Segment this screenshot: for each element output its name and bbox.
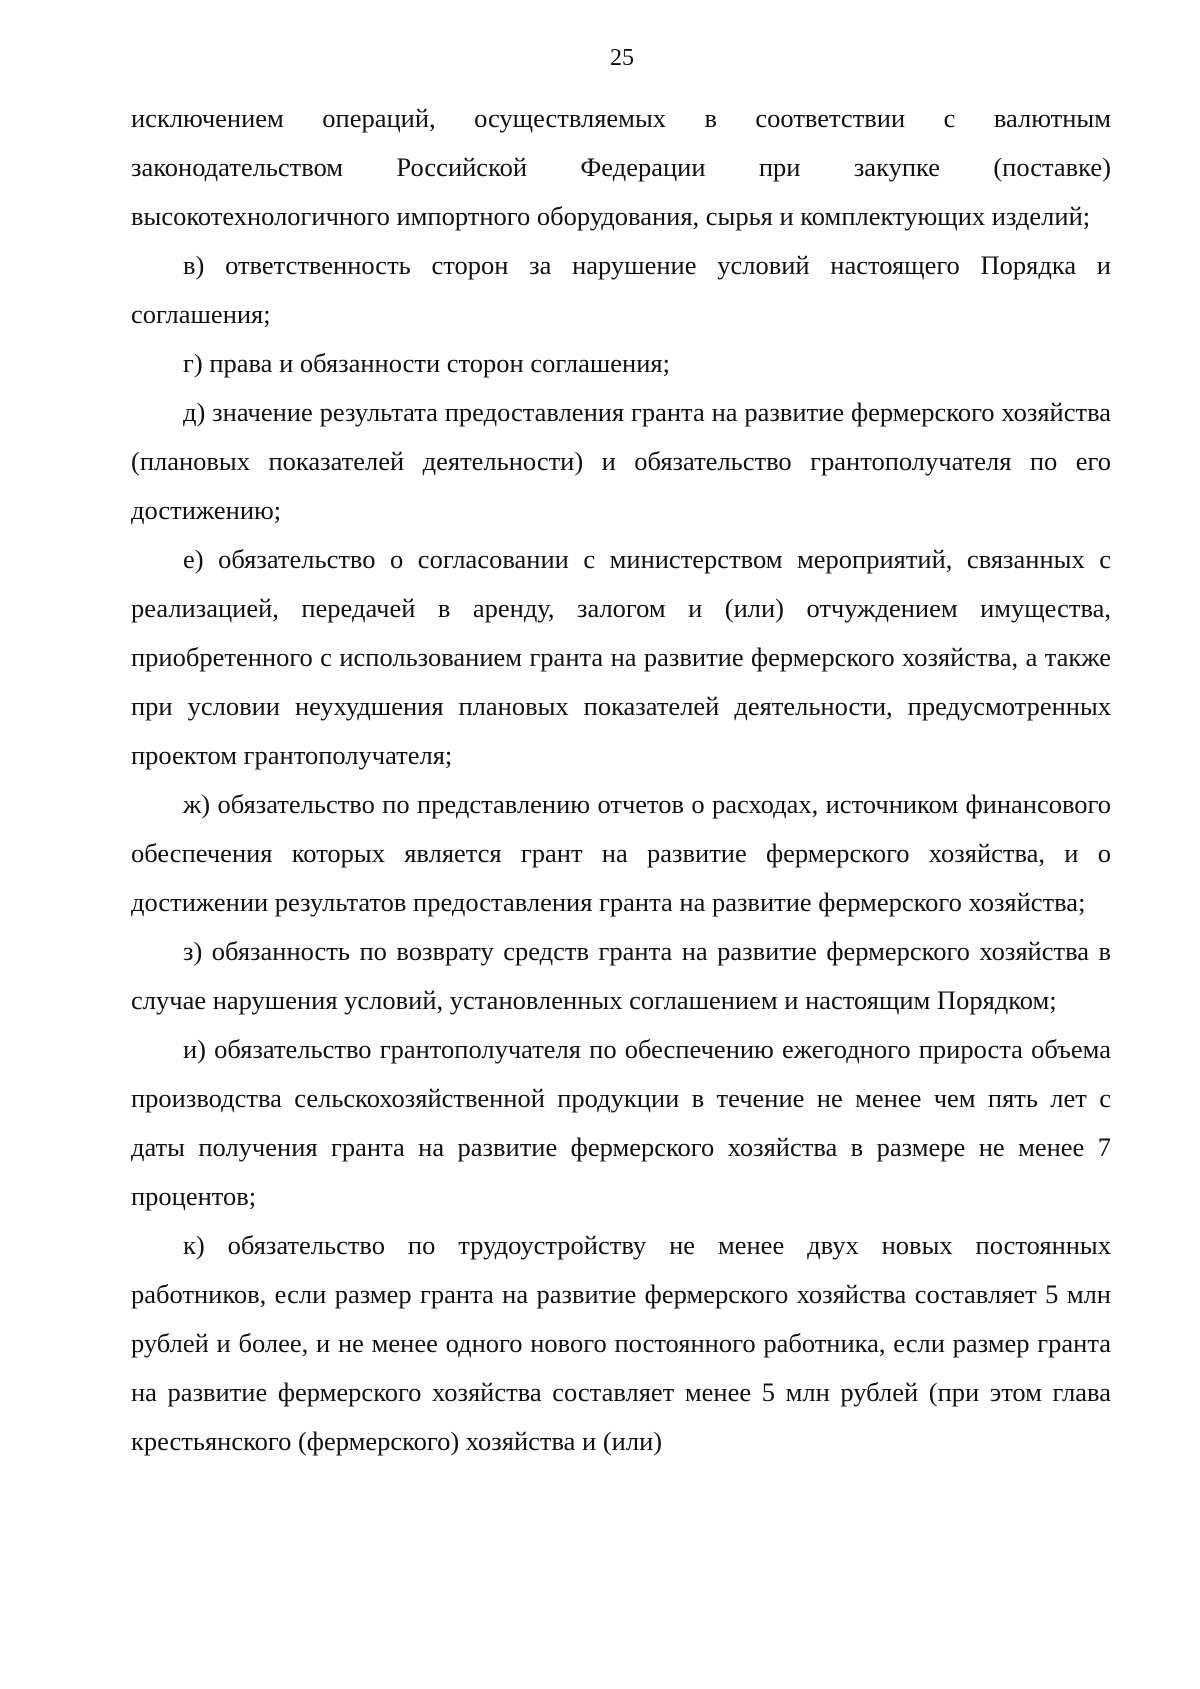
paragraph-continuation: исключением операций, осуществляемых в соответствии с валютным законодательством Российской Федерации при закупке (поставке) высокотехнологичного импортного оборудования, сырья и комплектующих изделий; (131, 103, 1111, 231)
paragraph-item-v: в) ответственность сторон за нарушение условий настоящего Порядка и соглашения; (131, 250, 1111, 329)
paragraph-item-g: г) права и обязанности сторон соглашения; (183, 348, 670, 378)
document-body (131, 94, 1111, 1466)
paragraph-item-z: з) обязанность по возврату средств гранта на развитие фермерского хозяйства в случае нарушения условий, установленных соглашением и настоящим Порядком; (131, 936, 1111, 1015)
paragraph-item-d: д) значение результата предоставления гранта на развитие фермерского хозяйства (плановых показателей деятельности) и обязательство грантополучателя по его достижению; (131, 397, 1111, 525)
paragraph-item-zh: ж) обязательство по представлению отчетов о расходах, источником финансового обеспечения которых является грант на развитие фермерского хозяйства, и о достижении результатов предоставления гранта на развитие фермерского хозяйства; (131, 789, 1111, 917)
paragraph-item-k: к) обязательство по трудоустройству не менее двух новых постоянных работников, если размер гранта на развитие фермерского хозяйства составляет 5 млн рублей и более, и не менее одного нового постоянного работника, если размер гранта на развитие фермерского хозяйства составляет менее 5 млн рублей (при этом глава крестьянского (фермерского) хозяйства и (или) (131, 1230, 1111, 1456)
paragraph-item-i: и) обязательство грантополучателя по обеспечению ежегодного прироста объема производства сельскохозяйственной продукции в течение не менее чем пять лет с даты получения гранта на развитие фермерского хозяйства в размере не менее 7 процентов; (131, 1034, 1111, 1211)
page-number: 25 (610, 45, 634, 71)
paragraph-item-e: е) обязательство о согласовании с министерством мероприятий, связанных с реализацией, передачей в аренду, залогом и (или) отчуждением имущества, приобретенного с использованием гранта на развитие фермерского хозяйства, а также при условии неухудшения плановых показателей деятельности, предусмотренных проектом грантополучателя; (131, 544, 1111, 770)
